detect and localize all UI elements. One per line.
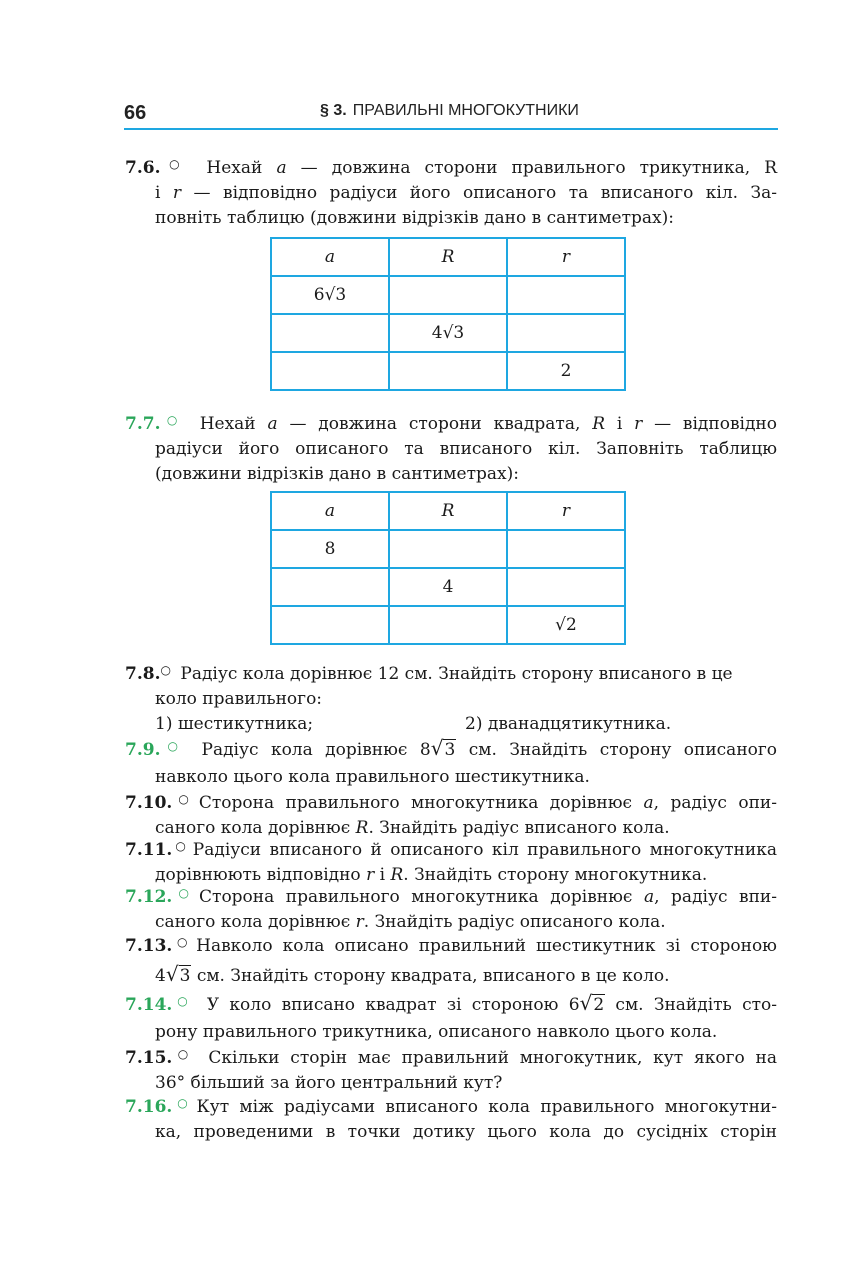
problem-line: саного кола дорівнює R. Знайдіть радіус вписаного кола. bbox=[155, 818, 670, 838]
problem-line bbox=[125, 658, 777, 687]
table-cell: 6√3 bbox=[271, 276, 389, 314]
problem-line: ка, проведеними в точки дотику цього кола до сусідніх сторін bbox=[155, 1122, 777, 1142]
problem-text: Сторона правильного многокутника дорівнює a, радіус впи- bbox=[199, 887, 777, 907]
table-header-cell: a bbox=[271, 238, 389, 276]
degree-mark: ○ bbox=[172, 1096, 193, 1110]
problem-line bbox=[125, 408, 777, 437]
degree-mark: ○ bbox=[172, 994, 193, 1008]
table-cell: 4 bbox=[389, 568, 507, 606]
degree-mark: ○ bbox=[160, 739, 186, 753]
coefficient: 4 bbox=[155, 966, 166, 986]
table-cell bbox=[389, 352, 507, 390]
problem-7-14 bbox=[125, 989, 777, 1045]
problem-text: см. Знайдіть сторону квадрата, вписаного в це коло. bbox=[196, 966, 670, 986]
problem-text: Нехай a — довжина сторони правильного трикутника, R bbox=[206, 158, 778, 178]
table-cell: 8 bbox=[271, 530, 389, 568]
problem-text: см. Знайдіть сторону описаного bbox=[468, 740, 778, 760]
problem-7-8 bbox=[125, 658, 777, 737]
problem-7-6 bbox=[125, 152, 777, 231]
degree-mark: ○ bbox=[160, 413, 184, 427]
problem-number: 7.11. bbox=[125, 840, 173, 860]
table-7-7 bbox=[270, 491, 626, 645]
table-header-cell: a bbox=[271, 492, 389, 530]
table-header-row bbox=[271, 492, 625, 530]
problem-text: Кут між радіусами вписаного кола правильного многокутни- bbox=[196, 1097, 777, 1117]
problem-text: Радіус кола дорівнює bbox=[201, 740, 408, 760]
problem-line: навколо цього кола правильного шестикутника. bbox=[155, 767, 590, 787]
problem-line bbox=[125, 930, 777, 959]
problem-line: 36° більший за його центральний кут? bbox=[155, 1073, 503, 1093]
degree-mark: ○ bbox=[172, 839, 189, 853]
problem-7-7 bbox=[125, 408, 777, 487]
table-cell bbox=[507, 276, 625, 314]
table-cell bbox=[507, 530, 625, 568]
page-number: 66 bbox=[124, 102, 147, 124]
table-cell bbox=[271, 606, 389, 644]
degree-mark: ○ bbox=[160, 663, 171, 677]
table-cell bbox=[389, 276, 507, 314]
problem-number: 7.9. bbox=[125, 740, 161, 760]
table-header-cell: r bbox=[507, 492, 625, 530]
table-cell: √2 bbox=[507, 606, 625, 644]
table-cell bbox=[389, 530, 507, 568]
problem-number: 7.10. bbox=[125, 793, 173, 813]
table-row bbox=[271, 530, 625, 568]
math-expression bbox=[420, 736, 456, 763]
table-row bbox=[271, 352, 625, 390]
table-header-cell: r bbox=[507, 238, 625, 276]
problem-text: Скільки сторін має правильний многокутник, кут якого на bbox=[208, 1048, 777, 1068]
problem-text: Радіус кола дорівнює 12 см. Знайдіть сторону вписаного в це bbox=[180, 664, 733, 684]
table-row bbox=[271, 568, 625, 606]
table-cell bbox=[389, 606, 507, 644]
problem-number: 7.8. bbox=[125, 664, 161, 684]
table-cell bbox=[271, 568, 389, 606]
table-7-6 bbox=[270, 237, 626, 391]
degree-mark: ○ bbox=[172, 792, 195, 806]
radicand: 3 bbox=[444, 740, 456, 760]
problem-number: 7.16. bbox=[125, 1097, 173, 1117]
table-cell bbox=[507, 568, 625, 606]
problem-line bbox=[125, 1042, 777, 1071]
table-cell: 4√3 bbox=[389, 314, 507, 352]
problem-7-13 bbox=[125, 930, 777, 989]
table-cell bbox=[507, 314, 625, 352]
problem-number: 7.13. bbox=[125, 936, 173, 956]
section-title: ПРАВИЛЬНІ МНОГОКУТНИКИ bbox=[352, 102, 579, 119]
problem-text: Радіуси вписаного й описаного кіл правильного многокутника bbox=[192, 840, 777, 860]
problem-7-11 bbox=[125, 834, 777, 888]
problem-line: і r — відповідно радіуси його описаного та вписаного кіл. За- bbox=[155, 183, 777, 203]
problem-text: Сторона правильного многокутника дорівнює a, радіус опи- bbox=[198, 793, 778, 813]
problem-line: (довжини відрізків дано в сантиметрах): bbox=[155, 464, 519, 484]
problem-number: 7.6. bbox=[125, 158, 161, 178]
degree-mark: ○ bbox=[160, 157, 189, 171]
problem-line: повніть таблицю (довжини відрізків дано в сантиметрах): bbox=[155, 208, 674, 228]
degree-mark: ○ bbox=[172, 886, 196, 900]
radical-sign: √ bbox=[430, 736, 444, 760]
problem-line bbox=[125, 881, 777, 910]
problem-7-10 bbox=[125, 787, 777, 841]
problem-line: дорівнюють відповідно r і R. Знайдіть сторону многокутника. bbox=[155, 865, 708, 885]
table-header-cell: R bbox=[389, 238, 507, 276]
coefficient: 6 bbox=[568, 995, 580, 1015]
problem-line bbox=[125, 989, 777, 1018]
problem-line bbox=[125, 152, 777, 181]
problem-number: 7.7. bbox=[125, 414, 161, 434]
table-cell bbox=[271, 314, 389, 352]
section-mark: § 3. bbox=[320, 102, 347, 119]
table-header-cell: R bbox=[389, 492, 507, 530]
problem-number: 7.15. bbox=[125, 1048, 173, 1068]
problem-7-12 bbox=[125, 881, 777, 935]
problem-line: радіуси його описаного та вписаного кіл. Заповніть таблицю bbox=[155, 439, 777, 459]
table-row bbox=[271, 276, 625, 314]
table-row bbox=[271, 314, 625, 352]
problem-line bbox=[125, 834, 777, 863]
table-header-row bbox=[271, 238, 625, 276]
degree-mark: ○ bbox=[172, 935, 193, 949]
problem-7-16 bbox=[125, 1091, 777, 1145]
radicand: 3 bbox=[179, 966, 191, 986]
problem-text: Нехай a — довжина сторони квадрата, R і r — відповідно bbox=[199, 414, 777, 434]
problem-text: см. Знайдіть сто- bbox=[615, 995, 777, 1015]
problem-7-15 bbox=[125, 1042, 777, 1096]
problem-number: 7.12. bbox=[125, 887, 173, 907]
running-head bbox=[320, 102, 579, 120]
problem-line: рону правильного трикутника, описаного навколо цього кола. bbox=[155, 1022, 718, 1042]
problem-line: саного кола дорівнює r. Знайдіть радіус описаного кола. bbox=[155, 912, 666, 932]
table-cell: 2 bbox=[507, 352, 625, 390]
problem-number: 7.14. bbox=[125, 995, 173, 1015]
radical-sign: √ bbox=[579, 991, 593, 1015]
problem-text: Навколо кола описано правильний шестикутник зі стороною bbox=[196, 936, 777, 956]
header-rule bbox=[124, 128, 778, 130]
math-expression bbox=[569, 991, 605, 1018]
problem-line bbox=[125, 734, 777, 763]
option: 1) шестикутника; bbox=[155, 714, 314, 734]
degree-mark: ○ bbox=[172, 1047, 194, 1061]
coefficient: 8 bbox=[419, 740, 431, 760]
table-row bbox=[271, 606, 625, 644]
math-expression bbox=[155, 962, 191, 989]
problem-text: У коло вписано квадрат зі стороною bbox=[206, 995, 559, 1015]
problem-line bbox=[125, 787, 777, 816]
problem-7-9 bbox=[125, 734, 777, 790]
problem-line bbox=[125, 962, 777, 989]
table-cell bbox=[271, 352, 389, 390]
radicand: 2 bbox=[593, 995, 605, 1015]
radical-sign: √ bbox=[165, 962, 179, 986]
problem-line bbox=[125, 1091, 777, 1120]
option: 2) дванадцятикутника. bbox=[465, 714, 672, 734]
problem-line: коло правильного: bbox=[155, 689, 323, 709]
